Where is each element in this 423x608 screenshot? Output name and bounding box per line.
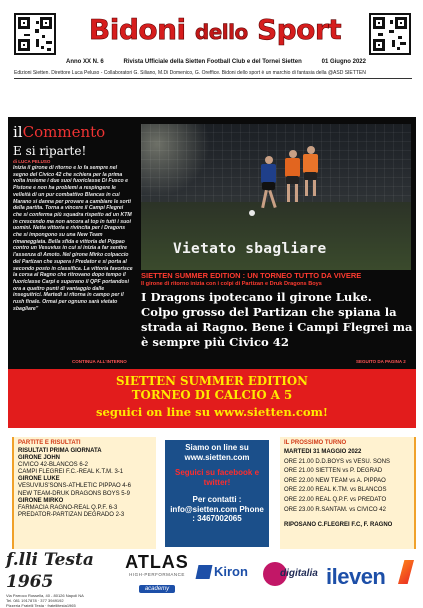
qr-code-left [14,13,56,55]
story-continue: SEGUITO DA PAGINA 2 [356,359,406,364]
results-line: NEW TEAM-DRUK DRAGONS BOYS 5-9 [18,490,130,497]
atlas-subtitle: HIGH-PERFORMANCE [129,572,185,577]
results-line: FARMACIA RAGNO-REAL Q.P.F. 6-3 [18,504,118,511]
fixture-line: ORE 21.00 D.D.BOYS vs VESU. SONS [284,458,391,465]
editorial-body: Inizia il girone di ritorno e lo fa sempre nel segno del Civico 42 che schiera per la prima volta insieme i due suoi fuoriclasse Di Fusco e Pistone e non ha problemi a respingere le velleità di un pur combattivo Blancas in cui Marano si danna per provare a cambiare le sorti della partita. Torna a vincere il Campi Flegrei che si conferma più squadra rispetto ad un KTM in crescendo ma non ancora al top in tutti i suoi uomini. Netta vittoria e rivincita per i Dragons che si impongono su una New Team rimaneggiata. Bella sfida e vittoria del Pippao contro un Vesuvius in cui si inizia a far sentire l'assenza di Amoto. Nel girone Mirko colpaccio del Partizan che supera i Predator e si porta al secondo posto in classifica. La vittoria favorisce la corsa al Ragno che ritrovano dopo tempo il fuoriclasse Carpi e superano il QPF portandosi ora a quattro punti di vantaggio dalle inseguitrici. Martedì si ritorna in campo per il rush finale. Ormai per ognuno sarà vietato sbagliare" [13,165,133,312]
banner-line-1: SIETTEN SUMMER EDITION [116,374,308,388]
credits: Edizioni Sietten. Direttore Luca Peluso - Collaboratori G. Siliano, M.Di Domenico, G. Oreffice. Bidoni dello sport è un marchio di fantasia della @ASD SIETTEN [14,70,366,76]
player-orange-1 [283,150,303,210]
atlas-academy-badge: academy [139,585,175,593]
sponsor-testa-logo[interactable] [6,549,110,608]
story-headline: I Dragons ipotecano il girone Luke. Colpo grosso del Partizan che spiana la strada ai Ragno. Bene i Campi Flegrei ma è sempre più Civico 42 [141,290,413,349]
ileven-title: ileven [326,564,386,589]
testa-title: f.lli Testa 1965 [6,550,94,592]
results-line: CAMPI FLEGREI F.C.-REAL K.T.M. 3-1 [18,469,124,476]
next-round-box [280,437,416,549]
results-line: VESUVIUS'SONS-ATHLETIC PIPPAO 4-6 [18,483,131,490]
banner-line-3: seguici on line su www.sietten.com! [95,405,328,419]
results-title: PARTITE E RISULTATI [18,440,81,446]
editorial-heading-a: il [13,123,23,141]
results-line: CIVICO 42-BLANCOS 6-2 [18,462,89,469]
issue-row [66,59,366,65]
masthead-title-a: Bidoni [88,13,186,46]
ileven-mark-icon [398,560,414,584]
promo-website[interactable]: Siamo on line su www.sietten.com [184,443,250,462]
fixture-line: ORE 22.00 REAL Q.P.F. vs PREDATO [284,496,387,503]
masthead-title-c: Sport [256,13,342,46]
testa-address: Via Parroco Rossella, 40 - 80126 Napoli NA [6,593,84,598]
masthead [65,10,365,50]
next-round-title: IL PROSSIMO TURNO [284,440,347,446]
kiron-title: Kiron [214,564,248,579]
kiron-mark-icon [196,565,213,579]
player-blue [259,156,279,216]
promo-contacts[interactable]: Per contatti : info@sietten.com Phone : 3467002065 [170,495,264,523]
photo-floodlight [141,124,221,204]
editorial-column [13,124,133,312]
atlas-title: ATLAS [125,552,189,572]
banner-line-2: TORNEO DI CALCIO A 5 [131,388,293,402]
tagline: Rivista Ufficiale della Sietten Football Club e del Tornei Sietten [123,59,302,65]
player-orange-2 [301,146,321,206]
results-line: PREDATOR-PARTIZAN DEGRADO 2-3 [18,511,125,518]
results-group: GIRONE LUKE [18,476,60,483]
story-kicker: SIETTEN SUMMER EDITION : UN TORNEO TUTTO DA VIVERE [141,271,362,280]
editorial-heading-b: Commento [22,123,106,141]
photo-caption: Vietato sbagliare [173,241,327,257]
rest-teams: RIPOSANO C.FLEGREI F.C, F. RAGNO [284,522,393,529]
results-line: RISULTATI PRIMA GIORNATA [18,448,102,454]
editorial-continue: CONTINUA ALL'INTERNO [72,359,127,364]
next-round-date: MARTEDI 31 MAGGIO 2022 [284,449,362,455]
fixture-line: ORE 22.00 NEW TEAM vs A. PIPPAO [284,477,386,484]
story-subkicker: Il girone di ritorno inizia con i colpi di Partizan e Druk Dragons Boys [141,281,322,287]
fixture-line: ORE 23.00 R.SANTAM. vs CIVICO 42 [284,506,386,513]
tournament-banner [8,369,416,428]
sponsor-kiron-logo[interactable] [197,562,259,586]
issue-number: Anno XX N. 6 [66,59,104,65]
sponsor-atlas-logo[interactable] [124,552,190,598]
issue-date: 01 Giugno 2022 [321,59,366,65]
football [249,210,255,216]
fixture-line: ORE 21.00 SIETTEN vs P. DEGRAD [284,468,383,475]
editorial-subtitle: E si riparte! [13,144,87,158]
divider [14,78,412,79]
results-group: GIRONE MIRKO [18,497,64,504]
editorial-heading [13,124,133,141]
qr-code-right [369,13,411,55]
masthead-title-b: dello [194,20,248,44]
testa-social: Pizzeria Fratelli Testa · fratellitesta1965 [6,603,76,608]
sponsor-strip [0,548,423,608]
results-group: GIRONE JOHN [18,455,61,462]
masthead-title [89,13,341,46]
sponsor-digitalia-logo[interactable] [263,556,319,596]
contact-promo [165,440,269,547]
results-box [12,437,156,549]
digitalia-title: digitalia [280,568,318,579]
editorial-author: di LUCA PELUSO [13,159,51,164]
promo-social[interactable]: Seguici su facebook e twitter! [174,468,260,487]
sponsor-ileven-logo[interactable] [324,556,419,596]
fixture-line: ORE 22.00 REAL K.TM. vs BLANCOS [284,487,387,494]
testa-phone: Tel. 081 1917878 · 377 3949192 [6,598,64,603]
